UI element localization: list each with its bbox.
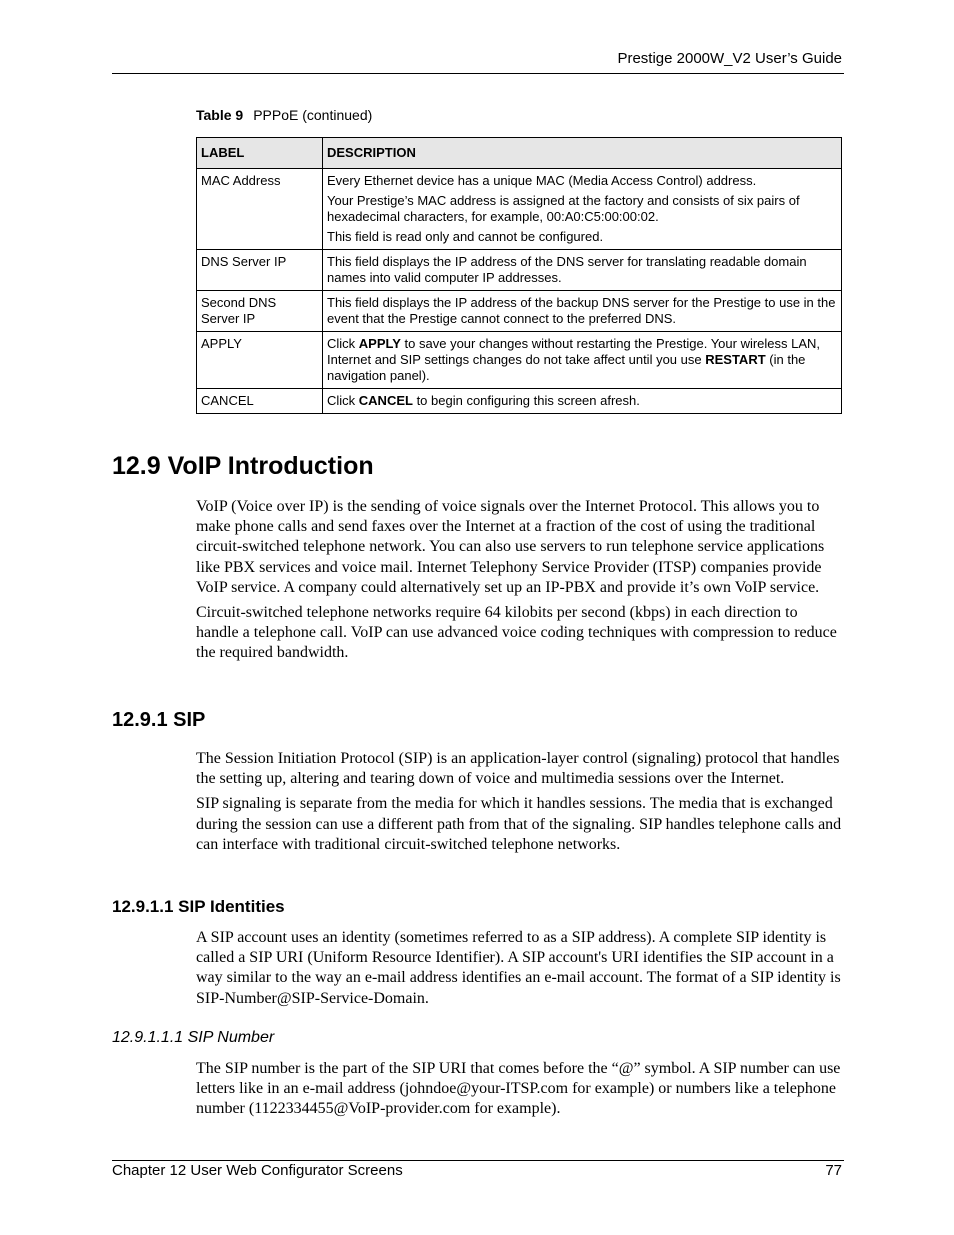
row-description <box>323 250 842 291</box>
description-paragraph: This field displays the IP address of the backup DNS server for the Prestige to use in the event that the Prestige cannot connect to the preferred DNS. <box>327 295 836 326</box>
body-paragraph: The SIP number is the part of the SIP URI that comes before the “@” symbol. A SIP number can use letters like in an e-mail address (johndoe@your-ITSP.com for example) or numbers like a telephone number (1122334455@VoIP-provider.com for example). <box>196 1060 841 1118</box>
body-paragraph: Circuit-switched telephone networks require 64 kilobits per second (kbps) in each direction to handle a telephone call. VoIP can use advanced voice coding techniques with compression to reduce the required bandwidth. <box>196 604 837 662</box>
row-description <box>323 169 842 250</box>
description-paragraph <box>327 393 837 409</box>
body-paragraph: A SIP account uses an identity (sometimes referred to as a SIP address). A complete SIP identity is called a SIP URI (Uniform Resource Identifier). A SIP account's URI identifies the SIP account in a way similar to the way an e-mail address identifies an e-mail account. The format of a SIP identity is SIP-Number@SIP-Service-Domain. <box>196 929 841 1007</box>
column-header-label: LABEL <box>197 138 323 169</box>
description-paragraph: This field displays the IP address of the DNS server for translating readable domain names into valid computer IP addresses. <box>327 254 807 285</box>
desc-bold-cancel: CANCEL <box>358 393 413 408</box>
footer-chapter: Chapter 12 User Web Configurator Screens <box>112 1162 403 1179</box>
row-label-apply: APPLY <box>197 332 323 389</box>
footer-page-number: 77 <box>825 1162 842 1179</box>
description-paragraph: Every Ethernet device has a unique MAC (Media Access Control) address. <box>327 173 757 188</box>
table-row <box>197 250 842 291</box>
guide-title: Prestige 2000W_V2 User’s Guide <box>617 50 842 67</box>
table-row <box>197 291 842 332</box>
row-label-dns-server-ip: DNS Server IP <box>197 250 323 291</box>
row-description <box>323 332 842 389</box>
table-row <box>197 389 842 414</box>
sip-identities-body <box>196 928 844 1014</box>
row-label-cancel: CANCEL <box>197 389 323 414</box>
table-caption-text: PPPoE (continued) <box>253 107 373 123</box>
column-header-description: DESCRIPTION <box>323 138 842 169</box>
section-heading-sip: 12.9.1 SIP <box>112 709 206 731</box>
body-paragraph: VoIP (Voice over IP) is the sending of voice signals over the Internet Protocol. This allows you to make phone calls and send faxes over the Internet at a fraction of the cost of using the traditional circuit-switched telephone network. You can also use servers to run telephone service applications like PBX services and voice mail. Internet Telephony Service Provider (ITSP) companies provide VoIP service. A company could alternatively set up an IP-PBX and provide it’s own VoIP service. <box>196 498 825 596</box>
row-label-mac-address: MAC Address <box>197 169 323 250</box>
row-description <box>323 291 842 332</box>
row-label-second-dns-server-ip: Second DNS Server IP <box>197 291 323 332</box>
body-paragraph: The Session Initiation Protocol (SIP) is an application-layer control (signaling) protocol that handles the setting up, altering and tearing down of voice and multimedia sessions over the Internet. <box>196 750 840 788</box>
voip-body <box>196 497 844 669</box>
pppoe-table <box>196 137 842 414</box>
header-rule <box>112 73 844 74</box>
desc-text: Click <box>327 336 359 351</box>
table-header-row <box>197 138 842 169</box>
table-caption <box>196 107 372 123</box>
desc-text: (in the navigation panel). <box>327 352 806 383</box>
table-row <box>197 332 842 389</box>
section-heading-sip-number: 12.9.1.1.1 SIP Number <box>112 1029 275 1046</box>
desc-bold-apply: APPLY <box>358 336 401 351</box>
desc-text: to save your changes without restarting the Prestige. Your wireless LAN, Internet and SIP settings changes do not take affect until you use <box>327 336 821 367</box>
row-description <box>323 389 842 414</box>
sip-body <box>196 749 844 860</box>
section-heading-voip: 12.9 VoIP Introduction <box>112 452 374 480</box>
description-paragraph: This field is read only and cannot be configured. <box>327 229 604 244</box>
description-paragraph: Your Prestige’s MAC address is assigned at the factory and consists of six pairs of hexadecimal characters, for example, 00:A0:C5:00:00:02. <box>327 193 800 224</box>
body-paragraph: SIP signaling is separate from the media for which it handles sessions. The media that is exchanged during the session can use a different path from that of the signaling. SIP handles telephone calls and can interface with traditional circuit-switched telephone networks. <box>196 795 842 853</box>
section-heading-sip-identities: 12.9.1.1 SIP Identities <box>112 897 285 916</box>
footer-rule <box>112 1160 844 1161</box>
sip-number-body <box>196 1059 844 1125</box>
table-row <box>197 169 842 250</box>
desc-bold-restart: RESTART <box>705 352 766 367</box>
table-caption-label: Table 9 <box>196 107 244 123</box>
description-paragraph <box>327 336 837 384</box>
desc-text: Click <box>327 393 359 408</box>
desc-text: to begin configuring this screen afresh. <box>412 393 640 408</box>
